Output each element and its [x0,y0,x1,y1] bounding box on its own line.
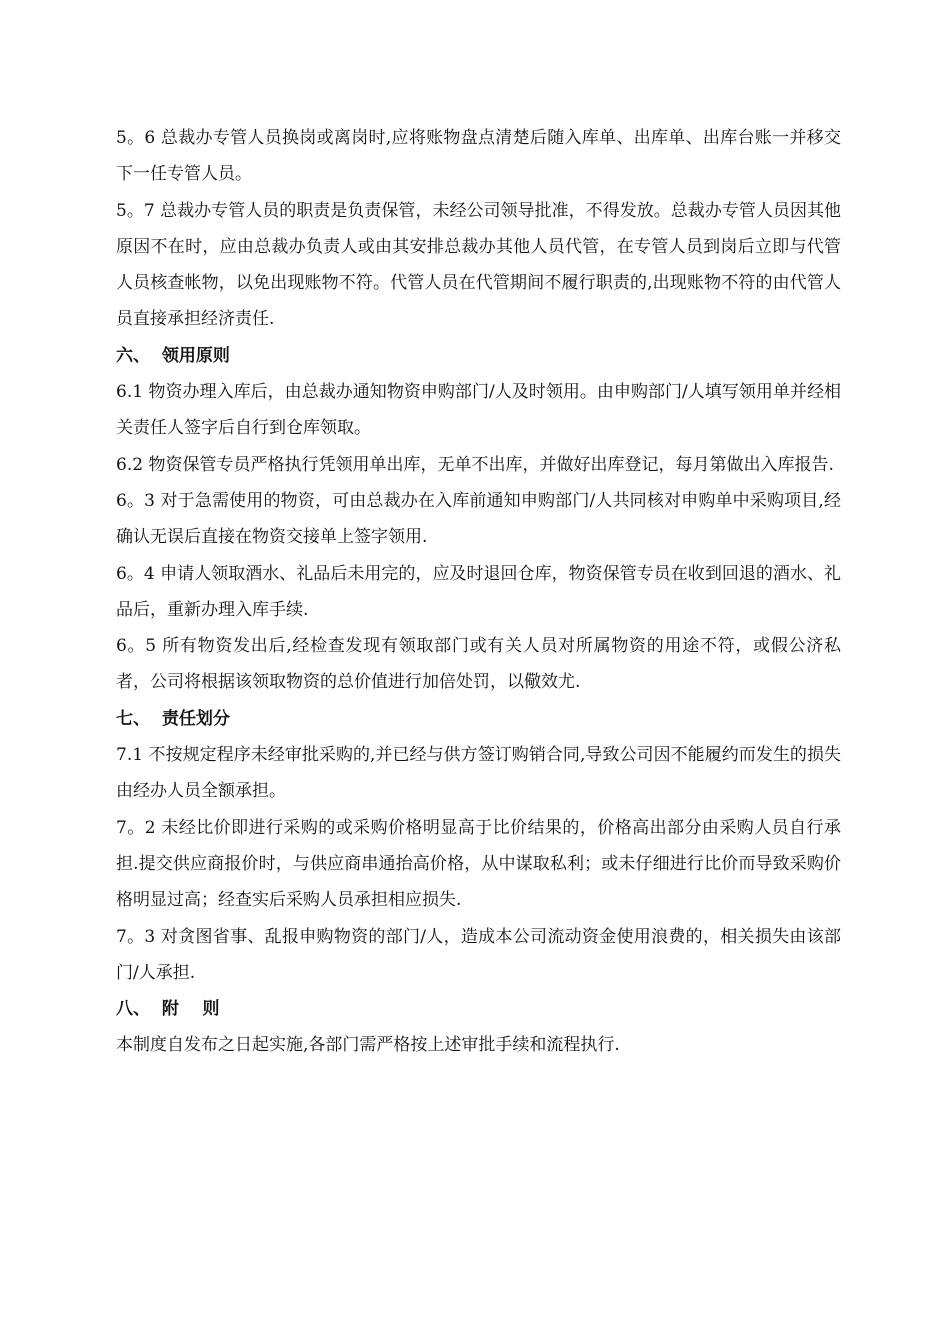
paragraph-6-4: 6。4 申请人领取酒水、礼品后未用完的，应及时退回仓库，物资保管专员在收到回退的酒水、礼品后，重新办理入库手续. [116,563,841,620]
paragraph-6-5: 6。5 所有物资发出后,经检查发现有领取部门或有关人员对所属物资的用途不符，或假公济私者，公司将根据该领取物资的总价值进行加倍处罚，以儆效尤. [116,636,841,693]
section-heading-7: 七、 责任划分 [116,708,230,729]
paragraph-7-3: 7。3 对贪图省事、乱报申购物资的部门/人，造成本公司流动资金使用浪费的，相关损失由该部门/人承担. [116,926,841,983]
document-body [116,120,841,1064]
section-heading-6: 六、 领用原则 [116,345,230,366]
section-heading-8: 八、 附 则 [116,999,220,1020]
paragraph-6-1: 6.1 物资办理入库后，由总裁办通知物资申购部门/人及时领用。由申购部门/人填写领用单并经相关责任人签字后自行到仓库领取。 [116,382,841,439]
paragraph-6-3: 6。3 对于急需使用的物资，可由总裁办在入库前通知申购部门/人共同核对申购单中采购项目,经确认无误后直接在物资交接单上签字领用. [116,490,841,548]
paragraph-7-1: 7.1 不按规定程序未经审批采购的,并已经与供方签订购销合同,导致公司因不能履约而发生的损失由经办人员全额承担。 [116,745,841,802]
paragraph-5-6: 5。6 总裁办专管人员换岗或离岗时,应将账物盘点清楚后随入库单、出库单、出库台账一并移交下一任专管人员。 [116,128,841,185]
paragraph-effective-date: 本制度自发布之日起实施,各部门需严格按上述审批手续和流程执行. [116,1035,620,1056]
paragraph-7-2: 7。2 未经比价即进行采购的或采购价格明显高于比价结果的，价格高出部分由采购人员自行承担.提交供应商报价时，与供应商串通抬高价格，从中谋取私利；或未仔细进行比价而导致采购价格明显过高；经查实后采购人员承担相应损失. [116,817,841,911]
paragraph-6-2: 6.2 物资保管专员严格执行凭领用单出库，无单不出库，并做好出库登记，每月第做出入库报告. [116,454,834,475]
paragraph-5-7: 5。7 总裁办专管人员的职责是负责保管，未经公司领导批准，不得发放。总裁办专管人员因其他原因不在时，应由总裁办负责人或由其安排总裁办其他人员代管，在专管人员到岗后立即与代管人员核查帐物，以免出现账物不符。代管人员在代管期间不履行职责的,出现账物不符的由代管人员直接承担经济责任. [116,200,841,330]
